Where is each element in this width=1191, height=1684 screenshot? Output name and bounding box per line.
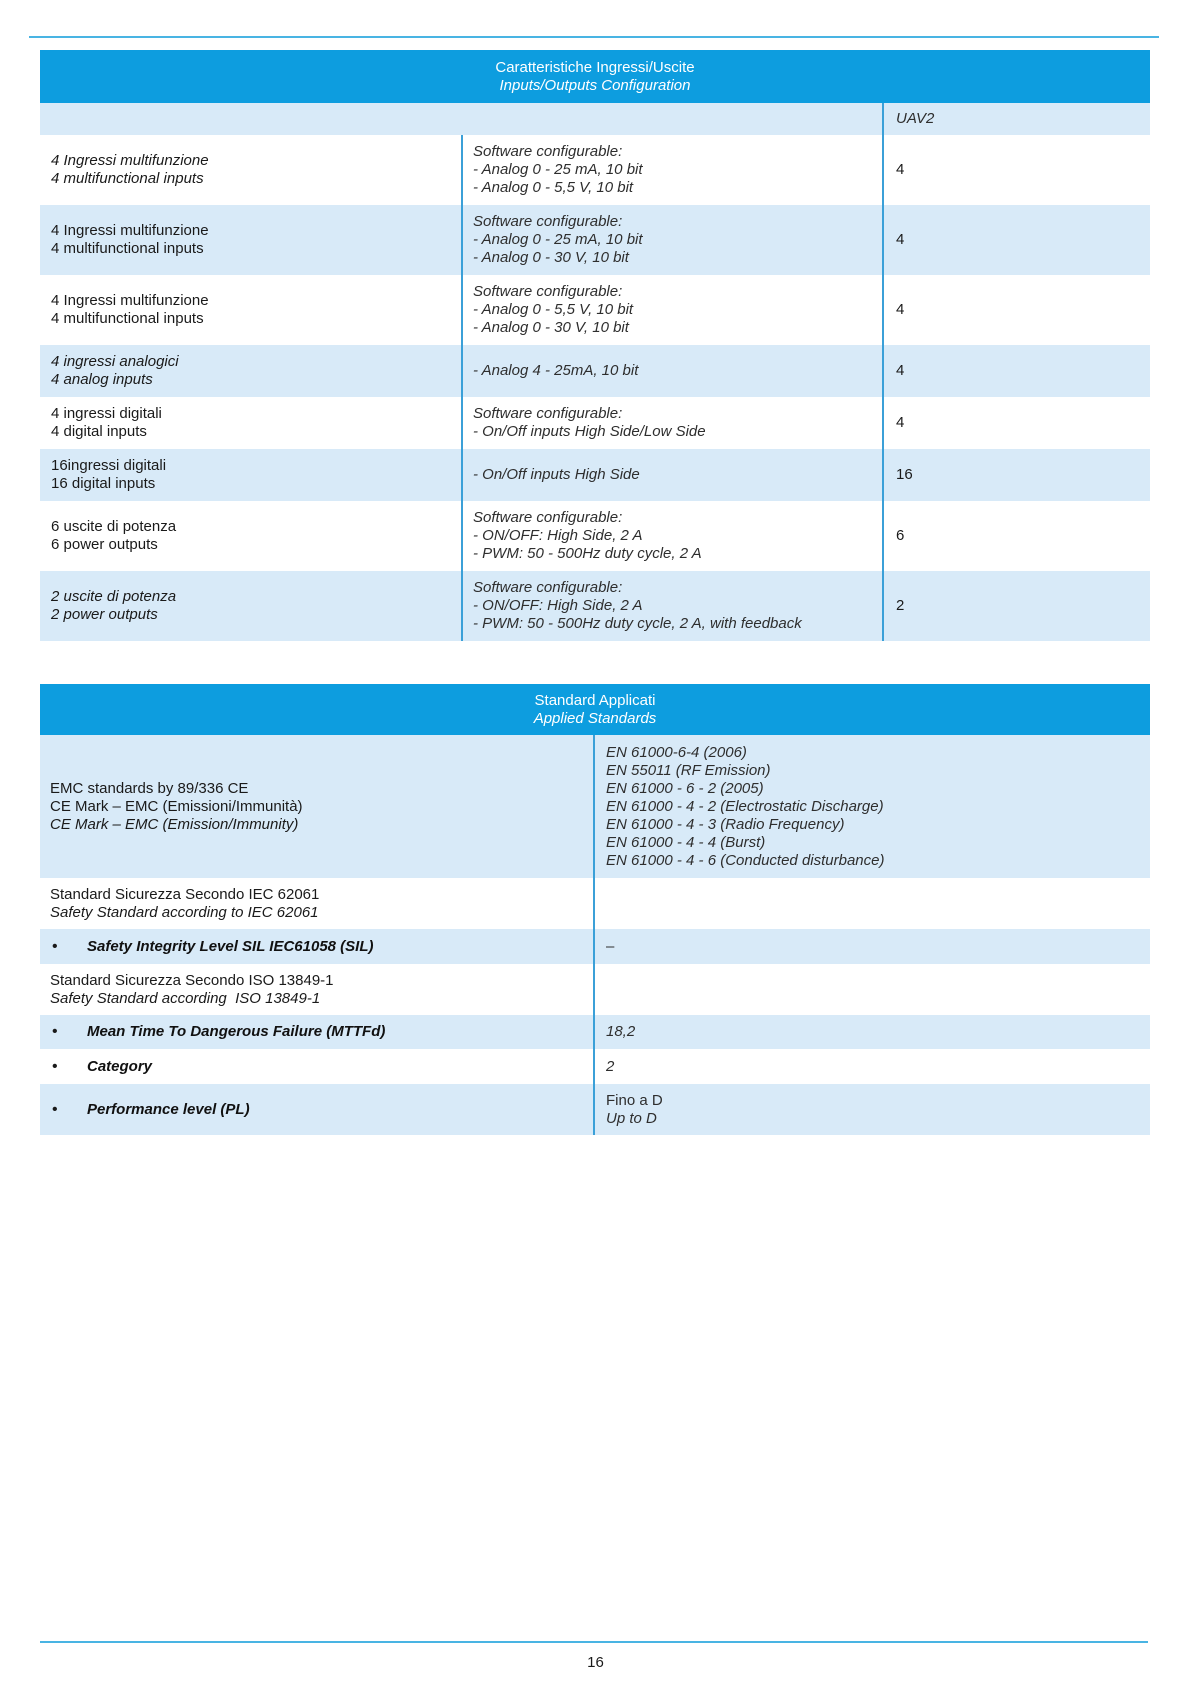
io-spec-line: Software configurable:: [473, 405, 623, 422]
io-quantity-cell: [882, 571, 1150, 641]
io-label-it: 4 ingressi analogici: [51, 353, 179, 370]
category-value-cell: [593, 1049, 1150, 1084]
io-quantity-cell: [882, 501, 1150, 571]
performance-level-value-en: Up to D: [606, 1109, 657, 1127]
io-spec-line: - On/Off inputs High Side/Low Side: [473, 423, 706, 440]
io-quantity: 4: [896, 231, 905, 248]
io-quantity-cell: [882, 397, 1150, 449]
iso-section-label-cell: [40, 964, 593, 1015]
io-label-it: 4 ingressi digitali: [51, 405, 162, 422]
emc-standard: EN 55011 (RF Emission): [606, 761, 771, 779]
iec-section-label-it: Standard Sicurezza Secondo IEC 62061: [50, 885, 320, 903]
io-spec-line: - Analog 4 - 25mA, 10 bit: [473, 362, 639, 379]
io-spec-line: - ON/OFF: High Side, 2 A: [473, 527, 643, 544]
performance-level-label: Performance level (PL): [87, 1100, 250, 1118]
bottom-rule: [40, 1641, 1148, 1643]
emc-row: [40, 735, 1150, 878]
standards-table-header: [40, 684, 1150, 735]
performance-level-row: [40, 1084, 1150, 1135]
bullet: •: [52, 1057, 58, 1075]
emc-standard: EN 61000 - 4 - 6 (Conducted disturbance): [606, 851, 885, 869]
io-label-it: 6 uscite di potenza: [51, 518, 177, 535]
io-model-header-row: [40, 103, 1150, 135]
mttfd-label-cell: [40, 1015, 593, 1049]
io-function-cell: [40, 205, 461, 275]
top-rule: [29, 36, 1159, 38]
io-quantity: 4: [896, 362, 905, 379]
io-label-en: 2 power outputs: [51, 606, 158, 623]
io-spec-line: - Analog 0 - 5,5 V, 10 bit: [473, 301, 634, 318]
category-label-cell: [40, 1049, 593, 1084]
io-quantity-cell: [882, 449, 1150, 501]
io-spec-cell: [461, 135, 882, 205]
emc-standard: EN 61000 - 4 - 4 (Burst): [606, 833, 766, 851]
applied-standards-table: [40, 684, 1150, 1135]
iec-section-value-cell: [593, 878, 1150, 929]
io-spec-line: - ON/OFF: High Side, 2 A: [473, 597, 643, 614]
io-spec-line: Software configurable:: [473, 509, 623, 526]
io-label-it: 4 Ingressi multifunzione: [51, 222, 209, 239]
io-table-title-en: Inputs/Outputs Configuration: [499, 76, 691, 94]
io-label-it: 16ingressi digitali: [51, 457, 167, 474]
io-label-en: 4 multifunctional inputs: [51, 240, 204, 257]
sil-label: Safety Integrity Level SIL IEC61058 (SIL): [87, 937, 374, 955]
iso-section-label-it: Standard Sicurezza Secondo ISO 13849-1: [50, 971, 334, 989]
io-label-en: 4 analog inputs: [51, 371, 153, 388]
emc-standard: EN 61000 - 4 - 3 (Radio Frequency): [606, 815, 845, 833]
emc-standard: EN 61000 - 6 - 2 (2005): [606, 779, 764, 797]
emc-standards-cell: [593, 735, 1150, 878]
io-quantity: 4: [896, 301, 905, 318]
performance-level-value-it: Fino a D: [606, 1091, 663, 1109]
mttfd-row: [40, 1015, 1150, 1049]
io-function-cell: [40, 345, 461, 397]
io-function-cell: [40, 135, 461, 205]
sil-label-cell: [40, 929, 593, 964]
io-quantity: 4: [896, 414, 905, 431]
category-value: 2: [606, 1057, 615, 1075]
emc-label-it: CE Mark – EMC (Emissioni/Immunità): [50, 797, 303, 815]
io-row: [40, 205, 1150, 275]
io-spec-line: - Analog 0 - 5,5 V, 10 bit: [473, 179, 634, 196]
io-spec-line: - Analog 0 - 30 V, 10 bit: [473, 319, 629, 336]
io-row: [40, 275, 1150, 345]
mttfd-value-cell: [593, 1015, 1150, 1049]
io-spec-line: Software configurable:: [473, 213, 623, 230]
category-label: Category: [87, 1057, 153, 1075]
io-row: [40, 501, 1150, 571]
io-function-cell: [40, 397, 461, 449]
io-row: [40, 571, 1150, 641]
io-row: [40, 135, 1150, 205]
io-spec-line: Software configurable:: [473, 283, 623, 300]
io-row: [40, 449, 1150, 501]
io-table-header: [40, 50, 1150, 103]
io-quantity: 4: [896, 161, 905, 178]
io-spec-cell: [461, 205, 882, 275]
io-quantity-cell: [882, 275, 1150, 345]
iso-13849-section-row: [40, 964, 1150, 1015]
mttfd-label: Mean Time To Dangerous Failure (MTTFd): [87, 1023, 386, 1040]
performance-level-label-cell: [40, 1084, 593, 1135]
io-label-it: 2 uscite di potenza: [51, 588, 177, 605]
io-spec-cell: [461, 501, 882, 571]
io-quantity: 6: [896, 527, 905, 544]
io-quantity-cell: [882, 205, 1150, 275]
standards-table-title-it: Standard Applicati: [534, 691, 656, 709]
iso-section-value-cell: [593, 964, 1150, 1015]
io-spec-cell: [461, 345, 882, 397]
io-function-cell: [40, 501, 461, 571]
io-spec-line: Software configurable:: [473, 579, 623, 596]
io-table-title-it: Caratteristiche Ingressi/Uscite: [495, 58, 695, 76]
page-number: 16: [587, 1654, 604, 1671]
bullet: •: [52, 1100, 58, 1118]
io-function-cell: [40, 449, 461, 501]
bullet: •: [52, 937, 58, 955]
sil-row: [40, 929, 1150, 964]
io-quantity-cell: [882, 345, 1150, 397]
sil-value-cell: [593, 929, 1150, 964]
emc-standard: EN 61000 - 4 - 2 (Electrostatic Discharge): [606, 797, 884, 815]
iec-section-label-en: Safety Standard according to IEC 62061: [50, 903, 319, 921]
emc-label-cell: [40, 735, 593, 878]
io-spec-line: - On/Off inputs High Side: [473, 466, 640, 483]
io-label-en: 4 multifunctional inputs: [51, 310, 204, 327]
io-function-cell: [40, 571, 461, 641]
io-label-en: 6 power outputs: [51, 536, 158, 553]
io-row: [40, 345, 1150, 397]
io-label-en: 4 multifunctional inputs: [51, 170, 204, 187]
standards-table-title-en: Applied Standards: [533, 709, 657, 727]
io-spec-line: - PWM: 50 - 500Hz duty cycle, 2 A: [473, 545, 702, 562]
io-quantity: 2: [896, 597, 905, 614]
io-label-it: 4 Ingressi multifunzione: [51, 152, 209, 169]
mttfd-value: 18,2: [606, 1023, 636, 1040]
io-label-en: 16 digital inputs: [51, 475, 156, 492]
performance-level-value-cell: [593, 1084, 1150, 1135]
bullet: •: [52, 1023, 58, 1040]
iec-section-label-cell: [40, 878, 593, 929]
io-model-header-spacer: [40, 103, 882, 135]
io-spec-cell: [461, 275, 882, 345]
io-spec-line: - Analog 0 - 30 V, 10 bit: [473, 249, 629, 266]
io-spec-cell: [461, 571, 882, 641]
io-spec-line: - PWM: 50 - 500Hz duty cycle, 2 A, with feedback: [473, 615, 802, 632]
io-label-it: 4 Ingressi multifunzione: [51, 292, 209, 309]
io-model-header-cell: [882, 103, 1150, 135]
model-name: UAV2: [896, 110, 935, 127]
io-spec-cell: [461, 397, 882, 449]
io-spec-line: Software configurable:: [473, 143, 623, 160]
io-quantity: 16: [896, 466, 913, 483]
io-row: [40, 397, 1150, 449]
sil-value: –: [606, 937, 615, 955]
io-label-en: 4 digital inputs: [51, 423, 147, 440]
emc-label-directive: EMC standards by 89/336 CE: [50, 779, 249, 797]
io-config-table: [40, 50, 1150, 641]
io-spec-line: - Analog 0 - 25 mA, 10 bit: [473, 161, 643, 178]
emc-standard: EN 61000-6-4 (2006): [606, 743, 747, 761]
io-quantity-cell: [882, 135, 1150, 205]
io-function-cell: [40, 275, 461, 345]
io-spec-line: - Analog 0 - 25 mA, 10 bit: [473, 231, 643, 248]
category-row: [40, 1049, 1150, 1084]
emc-label-en: CE Mark – EMC (Emission/Immunity): [50, 815, 299, 833]
iso-section-label-en: Safety Standard according ISO 13849-1: [50, 989, 321, 1007]
iec-62061-section-row: [40, 878, 1150, 929]
io-spec-cell: [461, 449, 882, 501]
